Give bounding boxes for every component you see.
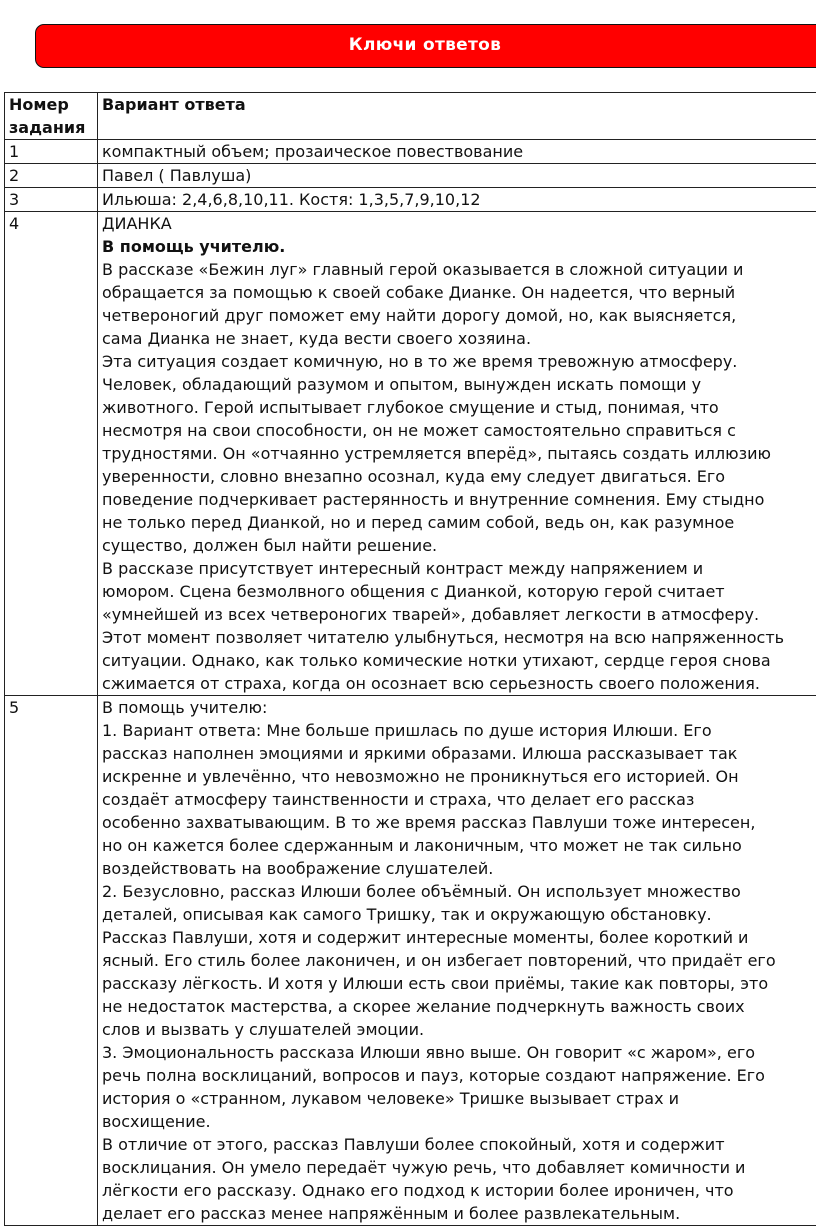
answer-line: ситуации. Однако, как только комические нотки утихают, сердце героя снова [102, 649, 816, 672]
answer-paragraph [102, 880, 816, 1041]
table-row [5, 188, 816, 212]
answer-line: не только перед Дианкой, но и перед самим собой, ведь он, как разумное [102, 511, 816, 534]
answer-line: Человек, обладающий разумом и опытом, вынужден искать помощи у [102, 373, 816, 396]
answer-cell [98, 696, 816, 1226]
answer-line: В рассказе «Бежин луг» главный герой оказывается в сложной ситуации и [102, 258, 816, 281]
answer-paragraph [102, 1133, 816, 1225]
task-number-cell: 3 [5, 188, 98, 212]
answer-line: лёгкости его рассказу. Однако его подход к истории более ироничен, что [102, 1179, 816, 1202]
answer-line: 3. Эмоциональность рассказа Илюши явно выше. Он говорит «с жаром», его [102, 1041, 816, 1064]
answer-line: рассказ наполнен эмоциями и яркими образами. Илюша рассказывает так [102, 742, 816, 765]
answer-paragraph [102, 557, 816, 695]
task-number-cell: 1 [5, 140, 98, 164]
answer-line: воздействовать на воображение слушателей. [102, 857, 816, 880]
answer-line: не недостаток мастерства, а скорее желание подчеркнуть важность своих [102, 995, 816, 1018]
answer-line: несмотря на свои способности, он не может самостоятельно справиться с [102, 419, 816, 442]
answer-line: ДИАНКА [102, 212, 816, 235]
answer-line: трудностями. Он «отчаянно устремляется вперёд», пытаясь создать иллюзию [102, 442, 816, 465]
answer-line: Ильюша: 2,4,6,8,10,11. Костя: 1,3,5,7,9,10,12 [102, 188, 816, 211]
answer-line: компактный объем; прозаическое повествование [102, 140, 816, 163]
table-row [5, 164, 816, 188]
answer-line: создаёт атмосферу таинственности и страха, что делает его рассказ [102, 788, 816, 811]
table-row [5, 140, 816, 164]
answer-line: поведение подчеркивает растерянность и внутренние сомнения. Ему стыдно [102, 488, 816, 511]
header-answer-variant: Вариант ответа [98, 93, 816, 140]
answer-line: Эта ситуация создает комичную, но в то же время тревожную атмосферу. [102, 350, 816, 373]
answer-line: Этот момент позволяет читателю улыбнуться, несмотря на всю напряженность [102, 626, 816, 649]
teacher-help-heading: В помощь учителю: [102, 696, 816, 719]
answer-line: животного. Герой испытывает глубокое смущение и стыд, понимая, что [102, 396, 816, 419]
answer-line: история о «странном, лукавом человеке» Тришке вызывает страх и [102, 1087, 816, 1110]
answer-line: сама Дианка не знает, куда вести своего хозяина. [102, 327, 816, 350]
teacher-help-heading: В помощь учителю. [102, 235, 816, 258]
answer-line: Павел ( Павлуша) [102, 164, 816, 187]
answer-key-banner [35, 24, 816, 68]
answer-line: восхищение. [102, 1110, 816, 1133]
answer-cell [98, 164, 816, 188]
answer-line: восклицания. Он умело передаёт чужую речь, что добавляет комичности и [102, 1156, 816, 1179]
answer-line: обращается за помощью к своей собаке Дианке. Он надеется, что верный [102, 281, 816, 304]
answer-line: речь полна восклицаний, вопросов и пауз, которые создают напряжение. Его [102, 1064, 816, 1087]
task-number-cell: 4 [5, 212, 98, 696]
answer-line: деталей, описывая как самого Тришку, так и окружающую обстановку. [102, 903, 816, 926]
task-number-cell: 5 [5, 696, 98, 1226]
answer-paragraph [102, 258, 816, 350]
answer-cell [98, 188, 816, 212]
task-number-cell: 2 [5, 164, 98, 188]
answer-line: 2. Безусловно, рассказ Илюши более объёмный. Он использует множество [102, 880, 816, 903]
answer-line: особенно захватывающим. В то же время рассказ Павлуши тоже интересен, [102, 811, 816, 834]
answer-line: ясный. Его стиль более лаконичен, и он избегает повторений, что придаёт его [102, 949, 816, 972]
table-row [5, 696, 816, 1226]
answer-line: юмором. Сцена безмолвного общения с Дианкой, которую герой считает [102, 580, 816, 603]
header-task-number [5, 93, 98, 140]
answer-line: «умнейшей из всех четвероногих тварей», добавляет легкости в атмосферу. [102, 603, 816, 626]
answer-line: сжимается от страха, когда он осознает всю серьезность своего положения. [102, 672, 816, 695]
answer-line: В рассказе присутствует интересный контраст между напряжением и [102, 557, 816, 580]
answer-cell [98, 140, 816, 164]
answer-paragraph [102, 1041, 816, 1133]
answer-line: слов и вызвать у слушателей эмоции. [102, 1018, 816, 1041]
answer-line: рассказу лёгкость. И хотя у Илюши есть свои приёмы, такие как повторы, это [102, 972, 816, 995]
header-number-line2: задания [9, 116, 97, 139]
answer-line: В отличие от этого, рассказ Павлуши более спокойный, хотя и содержит [102, 1133, 816, 1156]
answer-line: уверенности, словно внезапно осознал, куда ему следует двигаться. Его [102, 465, 816, 488]
answer-line: 1. Вариант ответа: Мне больше пришлась по душе история Илюши. Его [102, 719, 816, 742]
answer-line: существо, должен был найти решение. [102, 534, 816, 557]
answer-line: но он кажется более сдержанным и лаконичным, что может не так сильно [102, 834, 816, 857]
answer-line: четвероногий друг поможет ему найти дорогу домой, но, как выясняется, [102, 304, 816, 327]
banner-title: Ключи ответов [36, 35, 814, 55]
answer-paragraph [102, 719, 816, 880]
answer-cell [98, 212, 816, 696]
table-row [5, 212, 816, 696]
answer-line: делает его рассказ менее напряжённым и более развлекательным. [102, 1202, 816, 1225]
table-header-row [5, 93, 816, 140]
answers-table [4, 92, 816, 1226]
answer-line: искренне и увлечённо, что невозможно не проникнуться его историей. Он [102, 765, 816, 788]
answer-line: Рассказ Павлуши, хотя и содержит интересные моменты, более короткий и [102, 926, 816, 949]
header-number-line1: Номер [9, 93, 97, 116]
answer-paragraph [102, 350, 816, 557]
